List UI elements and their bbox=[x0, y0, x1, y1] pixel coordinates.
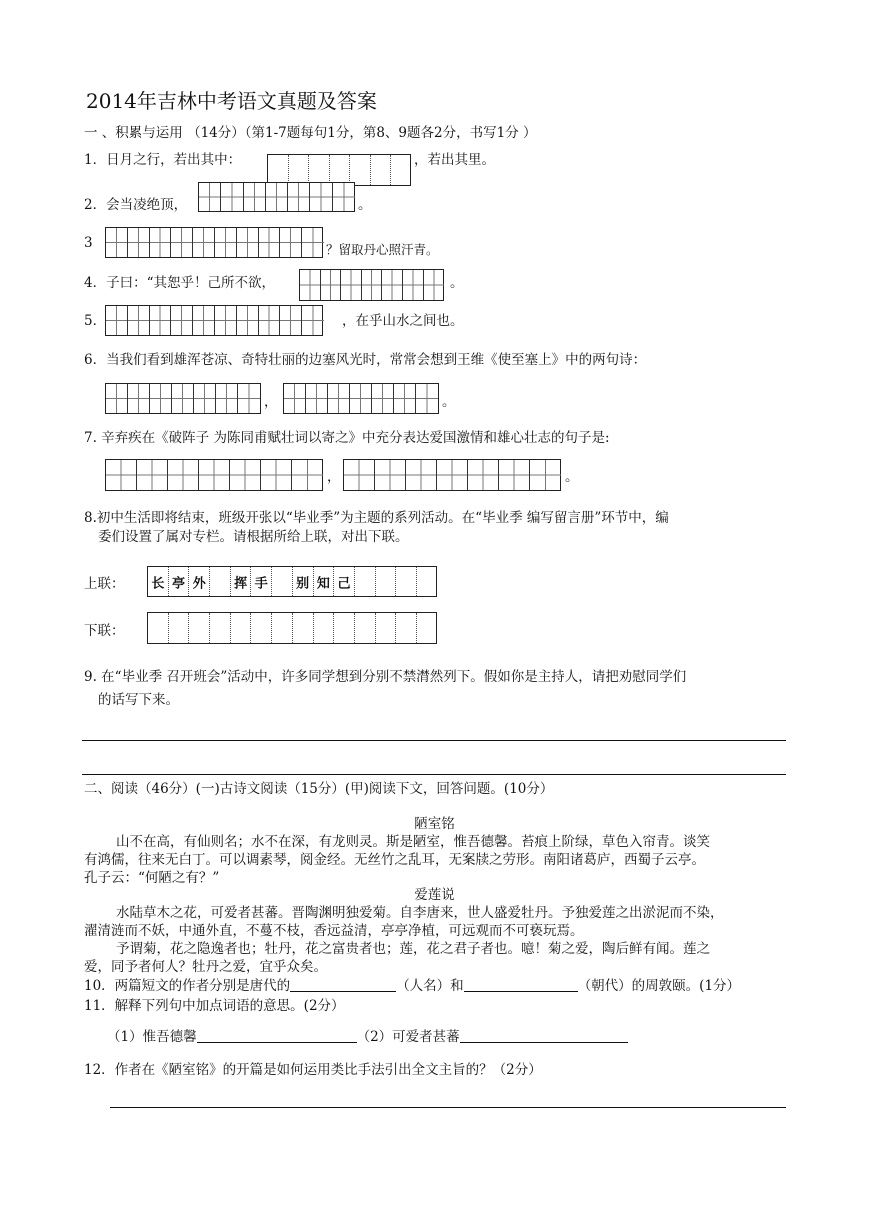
grid-cell[interactable] bbox=[168, 460, 199, 490]
grid-cell[interactable] bbox=[171, 306, 193, 335]
couplet-char: 长 bbox=[151, 576, 165, 591]
grid-cell[interactable] bbox=[128, 384, 150, 413]
grid-cell[interactable] bbox=[259, 228, 281, 257]
grid-cell[interactable] bbox=[251, 613, 272, 643]
grid-cell[interactable] bbox=[106, 384, 128, 413]
grid-cell[interactable] bbox=[372, 384, 394, 413]
grid-cell[interactable] bbox=[341, 270, 362, 300]
grid-cell[interactable] bbox=[280, 228, 302, 257]
text2-line-3: 予谓菊，花之隐逸者也；牡丹，花之富贵者也；莲，花之君子者也。噫！菊之爱，陶后鲜有闻。莲之 bbox=[116, 941, 710, 957]
couplet-char: 别 bbox=[296, 576, 310, 591]
grid-cell[interactable] bbox=[362, 270, 383, 300]
grid-cell[interactable] bbox=[251, 567, 272, 596]
grid-cell[interactable] bbox=[302, 228, 324, 257]
grid-cell[interactable] bbox=[230, 460, 261, 490]
grid-cell[interactable] bbox=[382, 270, 403, 300]
grid-cell[interactable] bbox=[169, 567, 190, 596]
grid-cell[interactable] bbox=[321, 270, 342, 300]
grid-cell[interactable] bbox=[128, 228, 150, 257]
grid-cell[interactable] bbox=[309, 155, 330, 185]
grid-cell[interactable] bbox=[189, 567, 210, 596]
section-1-header: 一 、积累与运用 （14分）（第1-7题每句1分，第8、9题各2分，书写1分 ） bbox=[84, 125, 537, 141]
grid-cell[interactable] bbox=[416, 384, 438, 413]
q10-blank-2[interactable] bbox=[464, 977, 578, 992]
q1-suffix: ，若出其里。 bbox=[414, 152, 495, 168]
grid-cell[interactable] bbox=[328, 384, 350, 413]
q11-blank-1[interactable] bbox=[197, 1028, 357, 1043]
q7-text: 7. 辛弃疾在《破阵子 为陈同甫赋壮词以寄之》中充分表达爱国激情和雄心壮志的句子是: bbox=[84, 430, 610, 446]
grid-cell[interactable] bbox=[244, 183, 266, 211]
couplet-char: 挥 bbox=[234, 576, 248, 591]
q7-end: 。 bbox=[565, 469, 579, 485]
q5-prefix: 5． bbox=[84, 313, 107, 329]
q9-answer-line-2[interactable] bbox=[82, 774, 786, 775]
grid-cell[interactable] bbox=[396, 567, 417, 596]
section-2-header: 二、阅读（46分）(一)古诗文阅读（15分）(甲)阅读下文，回答问题。(10分） bbox=[84, 781, 554, 797]
grid-cell[interactable] bbox=[293, 613, 314, 643]
q9-line1: 9. 在“毕业季 召开班会”活动中，许多同学想到分别不禁潸然列下。假如你是主持人，请把劝慰同学们 bbox=[84, 669, 687, 685]
q8-lower-couplet-grid[interactable] bbox=[147, 612, 437, 644]
grid-cell[interactable] bbox=[284, 384, 306, 413]
grid-cell[interactable] bbox=[292, 460, 323, 490]
text2-line-2: 濯清涟而不妖，中通外直，不蔓不枝，香远益清，亭亭净植，可远观而不可亵玩焉。 bbox=[84, 923, 584, 939]
text1-line-2: 有鸿儒，往来无白丁。可以调素琴，阅金经。无丝竹之乱耳，无案牍之劳形。南阳诸葛庐，西蜀子云亭。 bbox=[84, 852, 705, 868]
grid-cell[interactable] bbox=[403, 270, 424, 300]
grid-cell[interactable] bbox=[128, 306, 150, 335]
grid-cell[interactable] bbox=[148, 613, 169, 643]
q3-prefix: 3 bbox=[84, 235, 93, 251]
grid-cell[interactable] bbox=[417, 567, 438, 596]
q5-suffix: ，在乎山水之间也。 bbox=[342, 313, 464, 329]
grid-cell[interactable] bbox=[306, 384, 328, 413]
q6-mid: ， bbox=[264, 394, 278, 410]
couplet-char: 知 bbox=[316, 576, 330, 591]
text2-line-4: 爱，同予者何人？牡丹之爱，宜乎众矣。 bbox=[84, 959, 327, 975]
q7-answer-grid-1[interactable] bbox=[105, 459, 323, 491]
q7-answer-grid-2[interactable] bbox=[343, 459, 561, 491]
grid-cell[interactable] bbox=[272, 613, 293, 643]
grid-cell[interactable] bbox=[344, 460, 375, 490]
q11-blank-2[interactable] bbox=[460, 1028, 628, 1043]
grid-cell[interactable] bbox=[193, 306, 215, 335]
grid-cell[interactable] bbox=[237, 306, 259, 335]
q12-text: 12．作者在《陋室铭》的开篇是如何运用类比手法引出全文主旨的？（2分） bbox=[84, 1062, 542, 1078]
grid-cell[interactable] bbox=[215, 306, 237, 335]
text1-line-1: 山不在高，有仙则名；水不在深，有龙则灵。斯是陋室，惟吾德馨。苔痕上阶绿，草色入帘青。谈笑 bbox=[116, 834, 710, 850]
q10 bbox=[84, 977, 740, 995]
couplet-char: 外 bbox=[192, 576, 206, 591]
grid-cell[interactable] bbox=[406, 460, 437, 490]
q11-items bbox=[107, 1028, 628, 1046]
grid-cell[interactable] bbox=[300, 270, 321, 300]
couplet-char: 己 bbox=[337, 576, 351, 591]
q1-prefix: 1．日月之行，若出其中： bbox=[84, 152, 242, 168]
grid-cell[interactable] bbox=[288, 183, 310, 211]
text1-line-3: 孔子云：“何陋之有？” bbox=[84, 870, 220, 886]
grid-cell[interactable] bbox=[396, 613, 417, 643]
grid-cell[interactable] bbox=[221, 183, 243, 211]
grid-cell[interactable] bbox=[106, 460, 137, 490]
grid-cell[interactable] bbox=[231, 567, 252, 596]
grid-cell[interactable] bbox=[333, 183, 355, 211]
grid-cell[interactable] bbox=[259, 306, 281, 335]
grid-cell[interactable] bbox=[194, 384, 216, 413]
q10-blank-1[interactable] bbox=[290, 977, 396, 992]
grid-cell[interactable] bbox=[310, 183, 332, 211]
q12-answer-line[interactable] bbox=[110, 1107, 786, 1108]
q10-part-c: （朝代）的周敦颐。(1分） bbox=[577, 978, 741, 994]
text2-title: 爱莲说 bbox=[414, 887, 455, 903]
grid-cell[interactable] bbox=[293, 567, 314, 596]
q8-upper-label: 上联： bbox=[84, 576, 125, 592]
grid-cell[interactable] bbox=[238, 384, 260, 413]
q7-mid: ， bbox=[327, 469, 341, 485]
q2-suffix: 。 bbox=[358, 197, 372, 213]
text1-title: 陋室铭 bbox=[414, 816, 455, 832]
grid-cell[interactable] bbox=[137, 460, 168, 490]
q5-answer-grid[interactable] bbox=[105, 305, 323, 336]
grid-cell[interactable] bbox=[394, 384, 416, 413]
q4-answer-grid[interactable] bbox=[299, 269, 444, 301]
grid-cell[interactable] bbox=[350, 155, 371, 185]
grid-cell[interactable] bbox=[216, 384, 238, 413]
q11-item-1: （1）惟吾德馨 bbox=[107, 1029, 197, 1045]
q10-part-b: （人名）和 bbox=[396, 978, 464, 994]
q9-line2: 的话写下来。 bbox=[98, 692, 179, 708]
q8-lower-label: 下联： bbox=[84, 623, 125, 639]
grid-cell[interactable] bbox=[171, 228, 193, 257]
grid-cell[interactable] bbox=[266, 183, 288, 211]
grid-cell[interactable] bbox=[314, 567, 335, 596]
grid-cell[interactable] bbox=[424, 270, 445, 300]
grid-cell[interactable] bbox=[468, 460, 499, 490]
grid-cell[interactable] bbox=[417, 613, 438, 643]
grid-cell[interactable] bbox=[268, 155, 289, 185]
q2-answer-grid[interactable] bbox=[198, 182, 355, 212]
grid-cell[interactable] bbox=[376, 613, 397, 643]
q4-suffix: 。 bbox=[450, 275, 464, 291]
grid-cell[interactable] bbox=[355, 613, 376, 643]
grid-cell[interactable] bbox=[350, 384, 372, 413]
grid-cell[interactable] bbox=[289, 155, 310, 185]
text2-line-1: 水陆草木之花，可爱者甚蕃。晋陶渊明独爱菊。自李唐来，世人盛爱牡丹。予独爱莲之出淤泥而不染， bbox=[116, 905, 724, 921]
grid-cell[interactable] bbox=[302, 306, 324, 335]
q11-text: 11．解释下列句中加点词语的意思。(2分） bbox=[84, 998, 345, 1014]
q6-text: 6．当我们看到雄浑苍凉、奇特壮丽的边塞风光时，常常会想到王维《使至塞上》中的两句诗： bbox=[84, 352, 647, 368]
q11-item-2: （2）可爱者甚蕃 bbox=[356, 1029, 460, 1045]
q2-prefix: 2．会当凌绝顶， bbox=[84, 197, 188, 213]
grid-cell[interactable] bbox=[272, 567, 293, 596]
grid-cell[interactable] bbox=[237, 228, 259, 257]
grid-cell[interactable] bbox=[106, 228, 128, 257]
q10-part-a: 10．两篇短文的作者分别是唐代的 bbox=[84, 978, 291, 994]
q8-upper-couplet-grid bbox=[147, 566, 437, 597]
grid-cell[interactable] bbox=[391, 155, 412, 185]
q3-answer-grid[interactable] bbox=[105, 227, 323, 258]
page-title: 2014年吉林中考语文真题及答案 bbox=[86, 89, 377, 113]
grid-cell[interactable] bbox=[330, 155, 351, 185]
grid-cell[interactable] bbox=[499, 460, 530, 490]
grid-cell[interactable] bbox=[148, 567, 169, 596]
grid-cell[interactable] bbox=[169, 613, 190, 643]
grid-cell[interactable] bbox=[106, 306, 128, 335]
grid-cell[interactable] bbox=[334, 567, 355, 596]
q6-answer-grid-1[interactable] bbox=[105, 383, 261, 414]
grid-cell[interactable] bbox=[376, 567, 397, 596]
grid-cell[interactable] bbox=[193, 228, 215, 257]
q8-line2: 委们设置了属对专栏。请根据所给上联，对出下联。 bbox=[98, 529, 409, 545]
grid-cell[interactable] bbox=[199, 183, 221, 211]
couplet-char: 手 bbox=[254, 576, 268, 591]
grid-cell[interactable] bbox=[210, 613, 231, 643]
grid-cell[interactable] bbox=[355, 567, 376, 596]
grid-cell[interactable] bbox=[437, 460, 468, 490]
q6-answer-grid-2[interactable] bbox=[283, 383, 439, 414]
q6-end: 。 bbox=[442, 394, 456, 410]
grid-cell[interactable] bbox=[231, 613, 252, 643]
grid-cell[interactable] bbox=[375, 460, 406, 490]
grid-cell[interactable] bbox=[261, 460, 292, 490]
grid-cell[interactable] bbox=[150, 384, 172, 413]
q9-answer-line-1[interactable] bbox=[82, 740, 786, 741]
q4-prefix: 4．子曰：“其恕乎！己所不欲， bbox=[84, 275, 275, 291]
grid-cell[interactable] bbox=[334, 613, 355, 643]
grid-cell[interactable] bbox=[150, 228, 172, 257]
grid-cell[interactable] bbox=[189, 613, 210, 643]
q3-suffix: ？留取丹心照汗青。 bbox=[326, 242, 439, 257]
grid-cell[interactable] bbox=[150, 306, 172, 335]
q8-line1: 8.初中生活即将结束，班级开张以“毕业季”为主题的系列活动。在“毕业季 编写留言册”环节中，编 bbox=[84, 510, 669, 526]
grid-cell[interactable] bbox=[371, 155, 392, 185]
grid-cell[interactable] bbox=[530, 460, 561, 490]
grid-cell[interactable] bbox=[199, 460, 230, 490]
grid-cell[interactable] bbox=[210, 567, 231, 596]
grid-cell[interactable] bbox=[280, 306, 302, 335]
grid-cell[interactable] bbox=[314, 613, 335, 643]
grid-cell[interactable] bbox=[215, 228, 237, 257]
grid-cell[interactable] bbox=[172, 384, 194, 413]
couplet-char: 亭 bbox=[172, 576, 186, 591]
